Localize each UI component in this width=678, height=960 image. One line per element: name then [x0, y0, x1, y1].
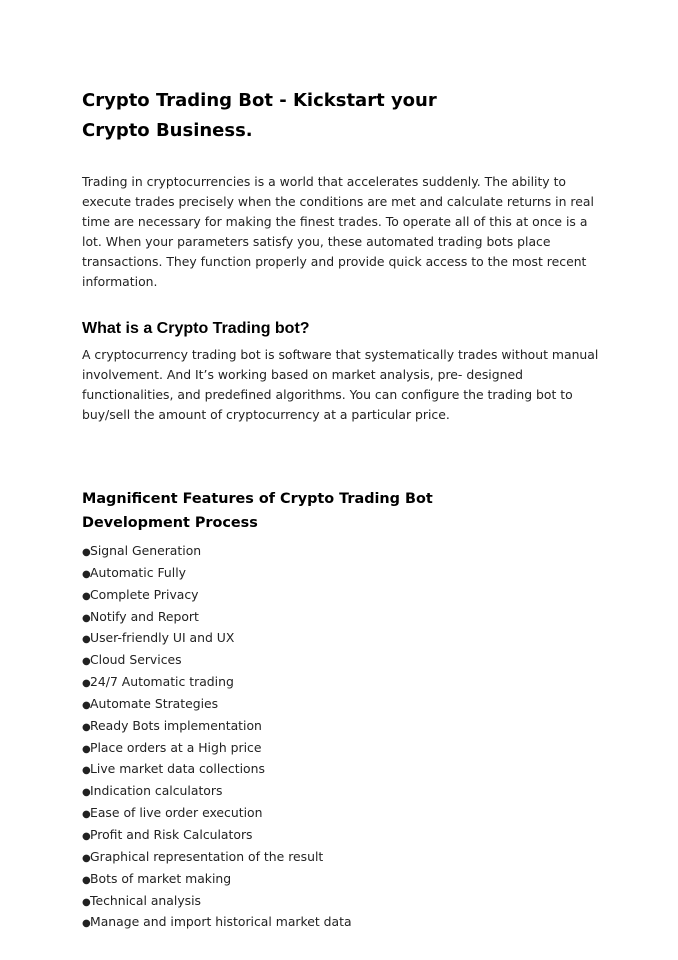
- list-item: [82, 650, 602, 672]
- list-item-text: Manage and import historical market data: [90, 914, 352, 930]
- list-item: [82, 912, 602, 934]
- list-item-text: Automate Strategies: [90, 695, 219, 711]
- list-item: [82, 891, 602, 913]
- bullet-icon: ●: [82, 656, 91, 668]
- bullet-icon: ●: [82, 830, 91, 842]
- bullet-icon: ●: [82, 547, 91, 558]
- bullet-icon: ●: [82, 678, 91, 690]
- list-item: [82, 541, 602, 563]
- list-item-text: Ease of live order execution: [90, 805, 263, 821]
- list-item: [82, 759, 602, 781]
- bullet-icon: ●: [82, 612, 91, 624]
- list-item-text: Live market data collections: [90, 761, 265, 777]
- bullet-icon: ●: [82, 743, 91, 755]
- list-item: [82, 825, 602, 847]
- list-item-text: Cloud Services: [90, 652, 182, 668]
- list-item: [82, 628, 602, 650]
- list-item: [82, 563, 602, 585]
- bullet-icon: ●: [82, 568, 91, 580]
- list-item-text: Automatic Fully: [90, 564, 187, 580]
- list-item-text: Profit and Risk Calculators: [90, 826, 253, 842]
- bullet-icon: ●: [82, 590, 91, 602]
- features-heading: Magnificent Features of Crypto Trading Bot Development Process: [82, 491, 433, 531]
- list-item-text: Technical analysis: [90, 892, 201, 908]
- document-title: Crypto Trading Bot - Kickstart your Crypto Business.: [82, 90, 437, 141]
- list-item: [82, 847, 602, 869]
- list-item: [82, 585, 602, 607]
- bullet-icon: ●: [82, 787, 91, 799]
- list-item: [82, 672, 602, 694]
- list-item: [82, 803, 602, 825]
- list-item-text: 24/7 Automatic trading: [90, 674, 234, 690]
- bullet-icon: ●: [82, 809, 91, 821]
- bullet-icon: ●: [82, 699, 91, 711]
- list-item: [82, 694, 602, 716]
- list-item-text: Graphical representation of the result: [90, 848, 324, 864]
- intro-paragraph: Trading in cryptocurrencies is a world that accelerates suddenly. The ability to execute trades precisely when the conditions are met and calculate returns in real time are necessary for making the finest trades. To operate all of this at once is a lot. When your parameters satisfy you, these automated trading bots place transactions. They function properly and provide quick access to the most recent information.: [82, 174, 594, 289]
- section-paragraph: A cryptocurrency trading bot is software that systematically trades without manual involvement. And It’s working based on market analysis, pre- designed functionalities, and predefined algorithms. You can configure the trading bot to buy/sell the amount of cryptocurrency at a particular price.: [82, 347, 599, 422]
- list-item-text: Signal Generation: [90, 543, 202, 558]
- bullet-icon: ●: [82, 634, 91, 646]
- list-item-text: Place orders at a High price: [90, 739, 262, 755]
- list-item-text: Bots of market making: [90, 870, 232, 886]
- list-item-text: Ready Bots implementation: [90, 717, 262, 733]
- list-item: [82, 869, 602, 891]
- list-item-text: Indication calculators: [90, 783, 223, 799]
- bullet-icon: ●: [82, 765, 91, 777]
- section-heading: What is a Crypto Trading bot?: [82, 320, 310, 337]
- list-item: [82, 607, 602, 629]
- list-item-text: Complete Privacy: [90, 586, 199, 602]
- document-page: [82, 86, 602, 934]
- list-item-text: User-friendly UI and UX: [90, 630, 235, 646]
- list-item: [82, 716, 602, 738]
- bullet-icon: ●: [82, 852, 91, 864]
- bullet-icon: ●: [82, 896, 91, 908]
- features-list: [82, 541, 602, 934]
- list-item: [82, 781, 602, 803]
- bullet-icon: ●: [82, 918, 91, 930]
- bullet-icon: ●: [82, 721, 91, 733]
- list-item-text: Notify and Report: [90, 608, 199, 624]
- bullet-icon: ●: [82, 874, 91, 886]
- list-item: [82, 738, 602, 760]
